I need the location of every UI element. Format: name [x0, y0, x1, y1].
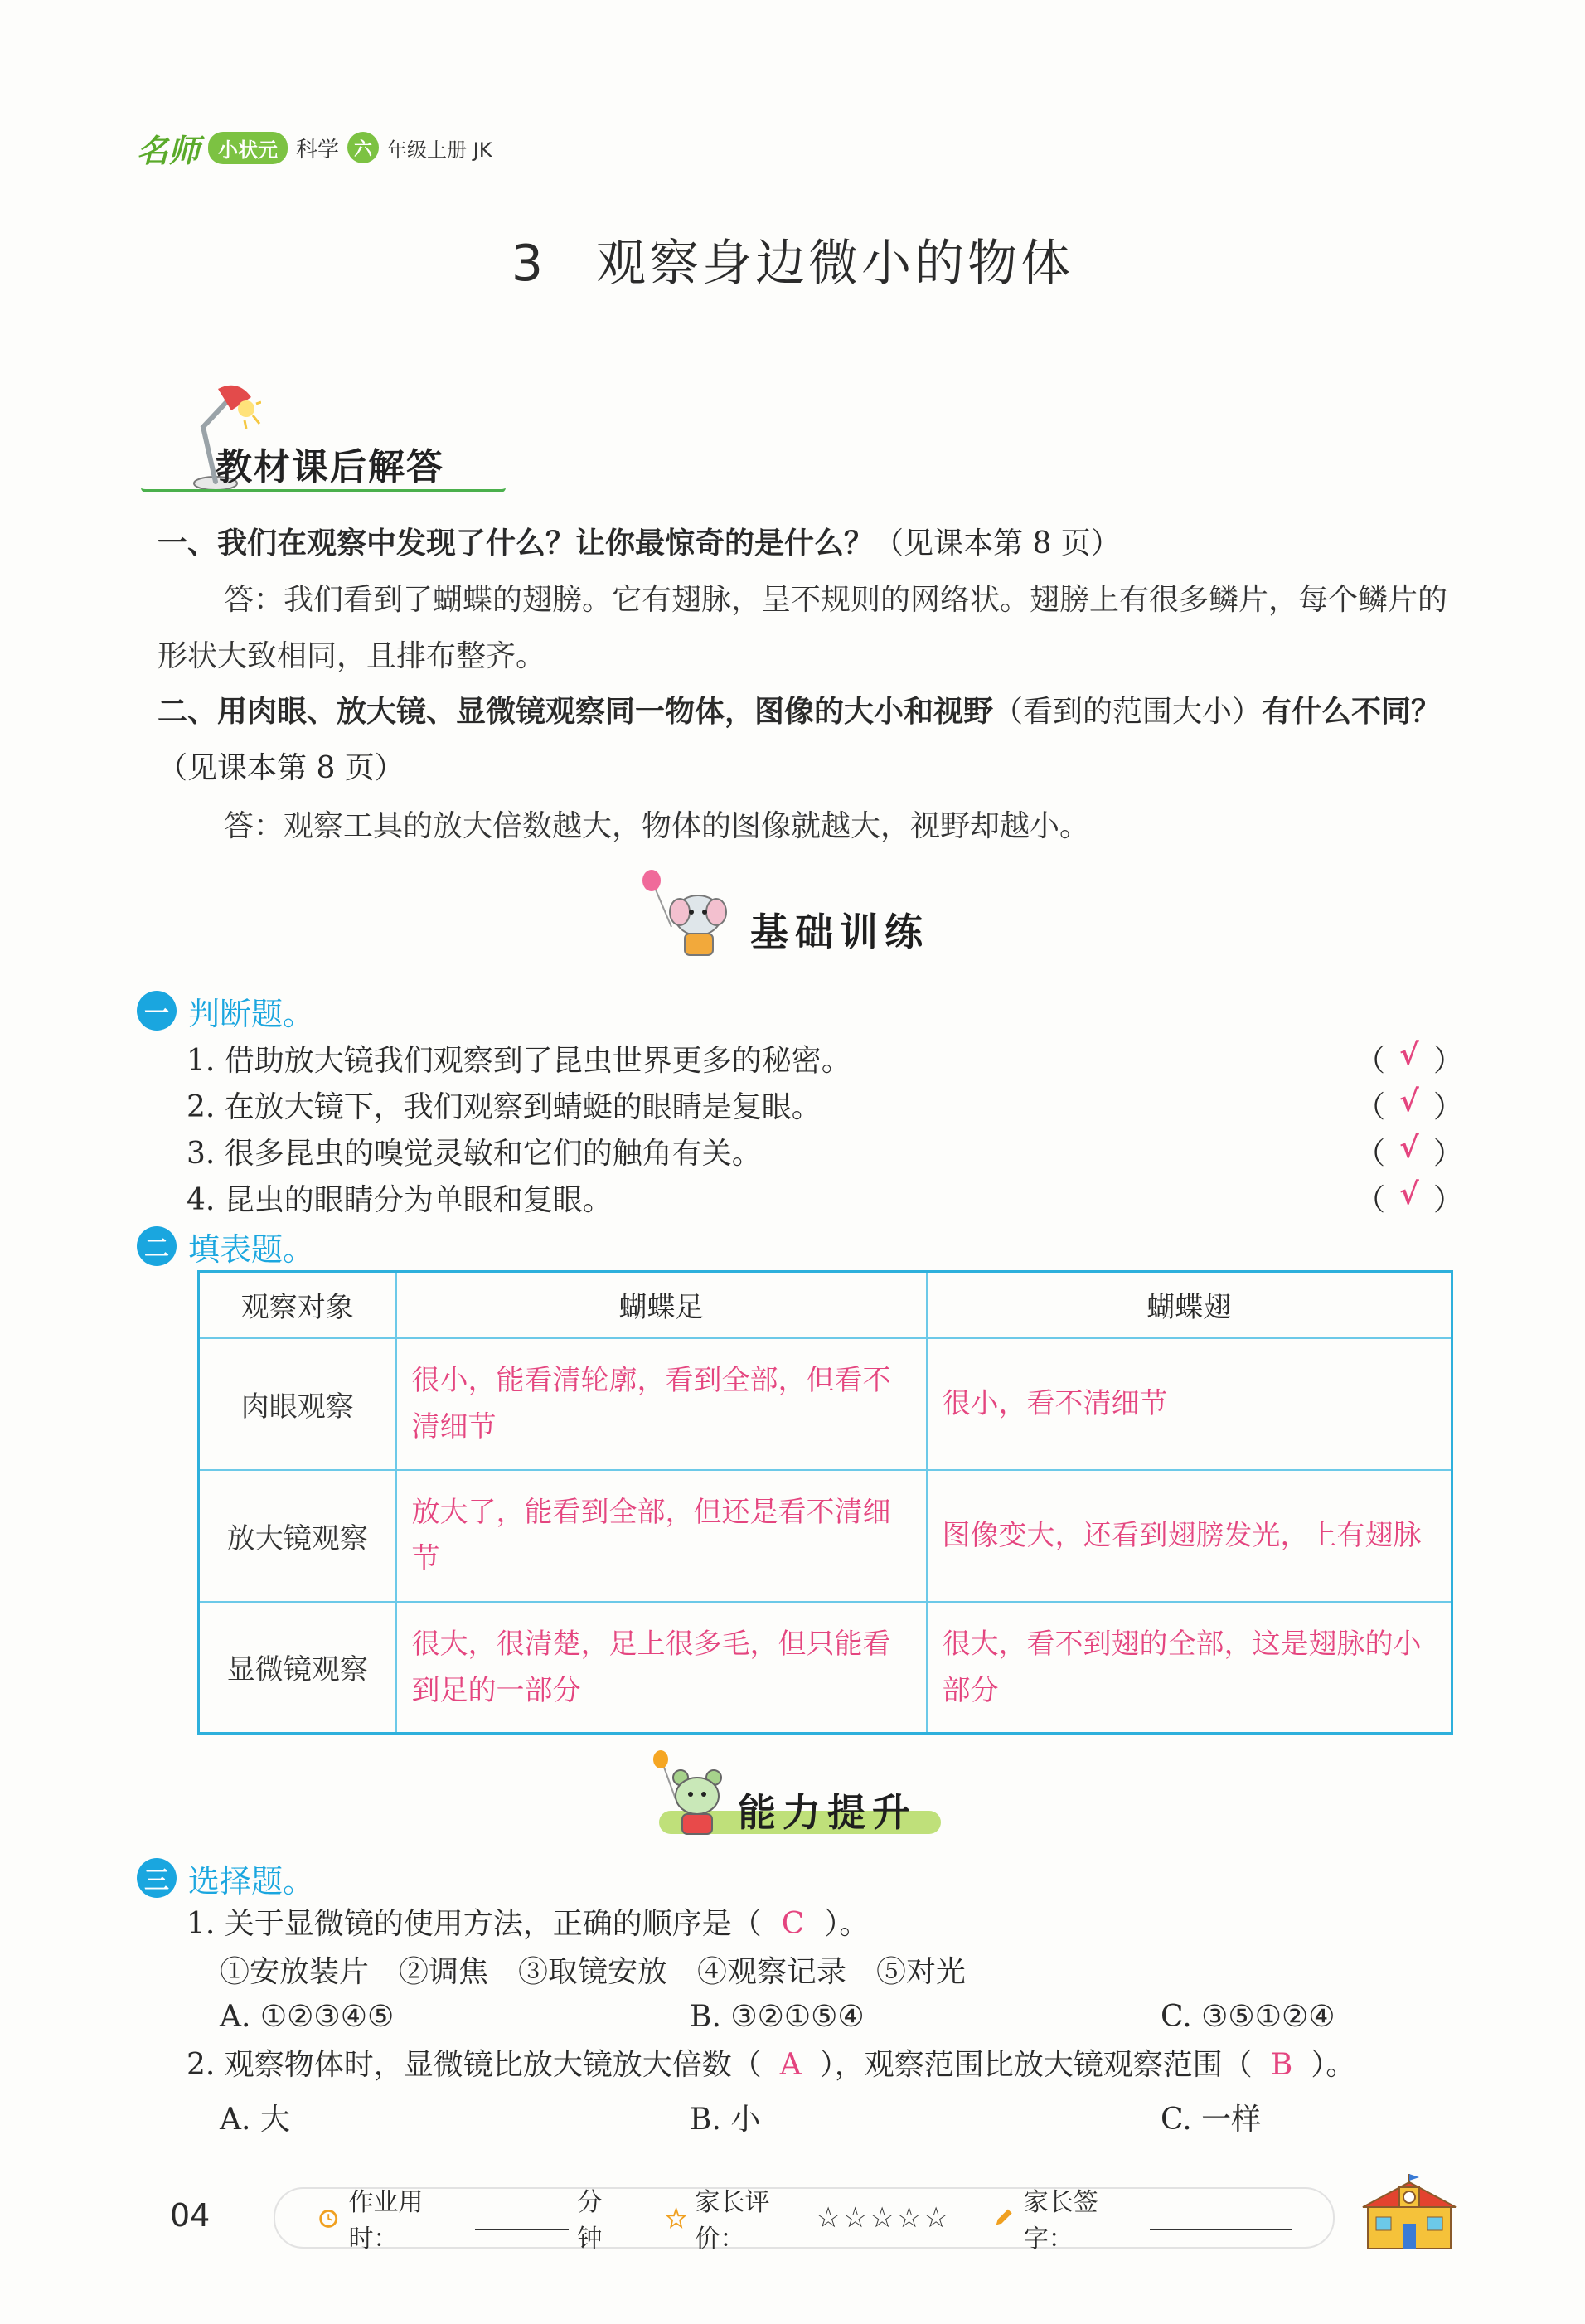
- choice-heading: [137, 1857, 314, 1899]
- choice-2-stem-b: ），观察范围比放大镜观察范围（: [819, 2048, 1253, 2082]
- choice-1-option-b: B. ③②①⑤④: [690, 2000, 865, 2034]
- section-badge-1: 一: [137, 991, 177, 1031]
- sign-label: 家长签字：: [1023, 2188, 1098, 2254]
- bear-mascot-icon: [651, 1749, 734, 1841]
- choice-1-stem-a: 1. 关于显微镜的使用方法，正确的顺序是（: [187, 1907, 762, 1941]
- table-cell-answer: 放大了，能看到全部，但还是看不清细节: [396, 1470, 927, 1602]
- choice-2-answer-1: A: [779, 2048, 802, 2082]
- rating-label: 家长评价：: [695, 2188, 770, 2254]
- sign-blank[interactable]: [1150, 2205, 1292, 2230]
- choice-2-option-a: A. 大: [220, 2103, 290, 2137]
- check-mark: √: [1399, 1083, 1419, 1118]
- banner-underline: [141, 488, 506, 492]
- pencil-icon: [991, 2205, 1015, 2230]
- homework-record-bar: [274, 2187, 1335, 2254]
- table-header-row: [199, 1272, 1452, 1338]
- lesson-number: 3: [511, 235, 547, 293]
- check-mark: √: [1399, 1176, 1419, 1211]
- row-label: 显微镜观察: [199, 1602, 396, 1734]
- choice-2-option-b: B. 小: [690, 2103, 761, 2137]
- term-label: 年级上册 JK: [387, 138, 492, 162]
- fill-heading: [137, 1225, 314, 1267]
- choice-2-answer-2: B: [1270, 2048, 1293, 2082]
- judge-item: [187, 1035, 1463, 1081]
- table-cell-answer: 很小，看不清细节: [927, 1338, 1452, 1470]
- table-cell-answer: 图像变大，还看到翅膀发光，上有翅脉: [927, 1470, 1452, 1602]
- table-cell-answer: 很小，能看清轮廓，看到全部，但看不清细节: [396, 1338, 927, 1470]
- elephant-mascot-icon: [638, 869, 738, 968]
- choice-1-stem-b: ）。: [824, 1907, 870, 1941]
- row-label: 肉眼观察: [199, 1338, 396, 1470]
- table-row: [199, 1338, 1452, 1470]
- check-mark: √: [1399, 1036, 1419, 1072]
- question-1-ref: （见课本第 8 页）: [874, 526, 1121, 560]
- table-row: [199, 1470, 1452, 1602]
- sign-segment: [991, 2181, 1292, 2254]
- row-label: 放大镜观察: [199, 1470, 396, 1602]
- paren-open: （: [1355, 1136, 1386, 1171]
- table-header: 蝴蝶足: [396, 1272, 927, 1338]
- choice-1-steps: ①安放装片 ②调焦 ③取镜安放 ④观察记录 ⑤对光: [220, 1955, 967, 1989]
- paren-open: （: [1355, 1089, 1386, 1124]
- page-number: 04: [170, 2197, 211, 2234]
- answer-2: 答：观察工具的放大倍数越大，物体的图像就越大，视野却越小。: [224, 809, 1090, 843]
- ability-banner: [651, 1749, 949, 1849]
- star-icon: [666, 2206, 686, 2229]
- time-label: 作业用时：: [348, 2188, 424, 2254]
- choice-2-stem-c: ）。: [1311, 2048, 1356, 2082]
- paren-open: （: [1355, 1043, 1386, 1078]
- section-badge-3: 三: [137, 1858, 177, 1898]
- rating-segment: [666, 2181, 950, 2254]
- choice-1-option-c: C. ③⑤①②④: [1161, 2000, 1335, 2034]
- textbook-answers-banner: [141, 377, 514, 493]
- schoolhouse-icon: [1360, 2172, 1459, 2252]
- judge-item-text: 1. 借助放大镜我们观察到了昆虫世界更多的秘密。: [187, 1043, 851, 1078]
- check-mark: √: [1399, 1129, 1419, 1165]
- section-title-ability: 能力提升: [738, 1790, 917, 1835]
- observation-table: [197, 1270, 1453, 1735]
- page-footer: [0, 2172, 1585, 2255]
- judge-heading-text: 判断题。: [188, 995, 315, 1032]
- question-2: [158, 684, 1451, 797]
- choice-question-1: [187, 1900, 1463, 1948]
- question-2-ref: （见课本第 8 页）: [158, 751, 405, 785]
- choice-2-stem-a: 2. 观察物体时，显微镜比放大镜放大倍数（: [187, 2048, 762, 2082]
- paren-close: ）: [1432, 1089, 1463, 1124]
- table-cell-answer: 很大，看不到翅的全部，这是翅脉的小部分: [927, 1602, 1452, 1734]
- choice-2-option-c: C. 一样: [1161, 2103, 1262, 2137]
- question-1: [158, 516, 1451, 572]
- choice-heading-text: 选择题。: [188, 1862, 315, 1899]
- lesson-name: 观察身边微小的物体: [596, 235, 1074, 293]
- lesson-title: [0, 224, 1585, 295]
- brand-header: [137, 124, 492, 171]
- time-unit: 分钟: [577, 2188, 603, 2254]
- judge-item: [187, 1128, 1463, 1174]
- judge-item: [187, 1081, 1463, 1128]
- paren-close: ）: [1432, 1136, 1463, 1171]
- table-header: 观察对象: [199, 1272, 396, 1338]
- time-segment: [317, 2181, 624, 2254]
- paren-open: （: [1355, 1182, 1386, 1217]
- choice-1-option-a: A. ①②③④⑤: [220, 2000, 395, 2034]
- basic-training-banner: [638, 869, 953, 968]
- time-blank[interactable]: [475, 2205, 570, 2230]
- brand-pill: 小状元: [208, 132, 288, 164]
- brand-logo: 名师: [137, 131, 201, 169]
- table-row: [199, 1602, 1452, 1734]
- judge-item-text: 2. 在放大镜下，我们观察到蜻蜓的眼睛是复眼。: [187, 1089, 822, 1124]
- judge-item-text: 3. 很多昆虫的嗅觉灵敏和它们的触角有关。: [187, 1136, 762, 1171]
- paren-close: ）: [1432, 1043, 1463, 1078]
- subject-label: 科学: [296, 137, 340, 163]
- alarm-clock-icon: [317, 2205, 340, 2230]
- grade-badge: 六: [347, 132, 379, 163]
- question-2-text-a: 二、用肉眼、放大镜、显微镜观察同一物体，图像的大小和视野: [158, 695, 994, 729]
- choice-question-2: [187, 2041, 1463, 2089]
- paren-close: ）: [1432, 1182, 1463, 1217]
- question-2-paren: （看到的范围大小）: [993, 695, 1263, 729]
- fill-heading-text: 填表题。: [188, 1230, 315, 1268]
- table-cell-answer: 很大，很清楚，足上很多毛，但只能看到足的一部分: [396, 1602, 927, 1734]
- judge-item: [187, 1174, 1463, 1220]
- section-title-textbook: 教材课后解答: [216, 446, 444, 488]
- judge-heading: [137, 990, 314, 1031]
- table-header: 蝴蝶翅: [927, 1272, 1452, 1338]
- section-title-basic: 基础训练: [750, 910, 929, 954]
- judge-item-text: 4. 昆虫的眼睛分为单眼和复眼。: [187, 1182, 613, 1217]
- question-2-text-b: 有什么不同？: [1262, 695, 1442, 729]
- question-1-text: 一、我们在观察中发现了什么？让你最惊奇的是什么？: [158, 526, 875, 560]
- answer-1: 答：我们看到了蝴蝶的翅膀。它有翅脉，呈不规则的网络状。翅膀上有很多鳞片，每个鳞片的形状大致相同，且排布整齐。: [158, 583, 1448, 673]
- rating-stars[interactable]: ☆☆☆☆☆: [815, 2201, 951, 2234]
- choice-1-answer: C: [781, 1907, 805, 1941]
- section-badge-2: 二: [137, 1226, 177, 1266]
